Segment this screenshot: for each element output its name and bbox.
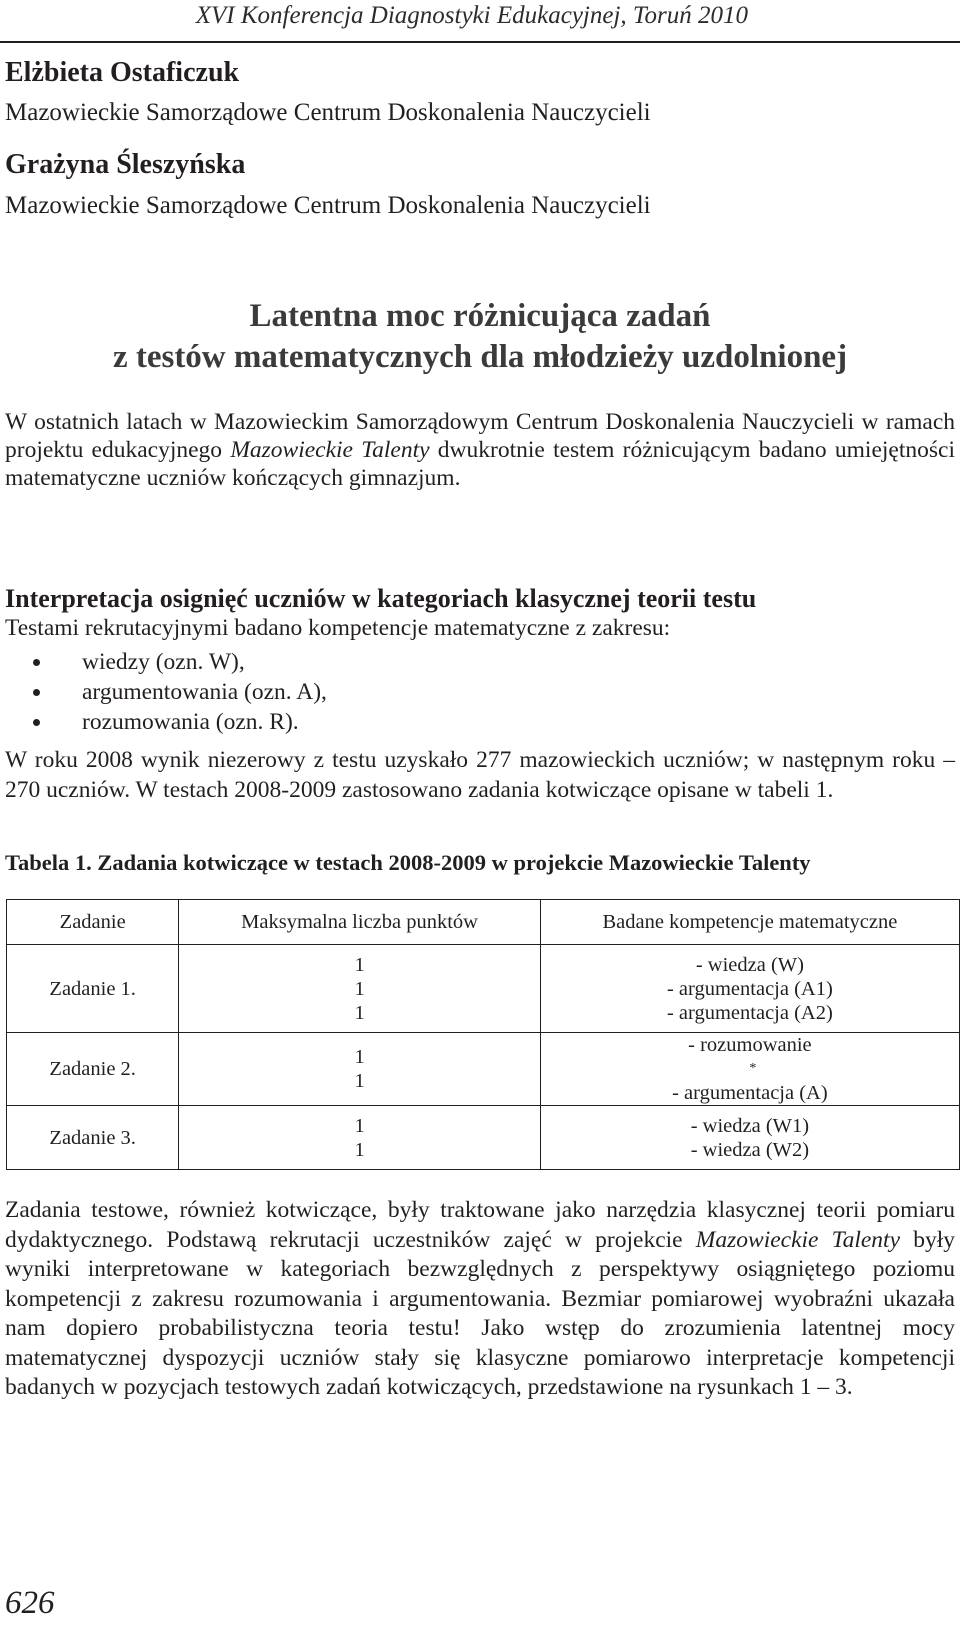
competence-value: - argumentacja (A1) <box>666 977 833 1000</box>
final-text-start: Zadania testowe, również kotwiczące, były traktowane jako narzędzia klasycznej teorii pomiaru dydaktycznego. Podstawą rekrutacji uczestników zajęć w projekcie <box>5 1197 955 1253</box>
competences-cell <box>540 1033 959 1106</box>
task-cell: Zadanie 2. <box>7 1033 179 1106</box>
title-line-2: z testów matematycznych dla młodzieży uzdolnionej <box>112 339 848 375</box>
running-head: XVI Konferencja Diagnostyki Edukacyjnej, Toruń 2010 <box>195 2 748 29</box>
footnote-asterisk: * <box>749 1061 757 1076</box>
column-header-task: Zadanie <box>7 900 179 945</box>
author-name-1: Elżbieta Ostaficzuk <box>5 57 240 88</box>
bullet-icon <box>33 659 40 666</box>
competence-value: - wiedza (W) <box>695 953 804 976</box>
final-paragraph <box>5 1196 955 1403</box>
title-line-1: Latentna moc różnicująca zadań <box>249 298 711 334</box>
table-caption: Tabela 1. Zadania kotwiczące w testach 2008-2009 w projekcie Mazowieckie Talenty <box>5 850 811 875</box>
competence-text: - rozumowanie <box>688 1034 812 1056</box>
column-header-competences: Badane kompetencje matematyczne <box>540 900 959 945</box>
page-number: 626 <box>5 1585 55 1621</box>
intro-text-start: W ostatnich latach w Mazowieckim Samorządowym Centrum Doskonalenia Nauczycieli w ramach projektu edukacyjnego <box>5 409 955 463</box>
points-value: 1 <box>354 1070 365 1092</box>
list-item-text: rozumowania (ozn. R). <box>82 709 299 735</box>
author-affiliation-1: Mazowieckie Samorządowe Centrum Doskonalenia Nauczycieli <box>5 99 651 126</box>
points-cell <box>179 945 540 1033</box>
intro-paragraph <box>5 408 955 492</box>
competence-value: - argumentacja (A2) <box>666 1001 833 1024</box>
table-row <box>7 1106 960 1170</box>
author-name-2: Grażyna Śleszyńska <box>5 149 246 180</box>
competence-list <box>0 647 327 737</box>
final-project-name: Mazowieckie Talenty <box>695 1226 901 1253</box>
table-header-row <box>7 900 960 945</box>
results-paragraph: W roku 2008 wynik niezerowy z testu uzyskało 277 mazowieckich uczniów; w następnym roku – 270 uczniów. W testach 2008-2009 zastosowano zadania kotwiczące opisane w tabeli 1. <box>5 747 955 803</box>
task-cell: Zadanie 3. <box>7 1106 179 1170</box>
intro-project-name: Mazowieckie Talenty <box>230 437 430 463</box>
column-header-points: Maksymalna liczba punktów <box>179 900 540 945</box>
author-affiliation-2: Mazowieckie Samorządowe Centrum Doskonalenia Nauczycieli <box>5 192 651 219</box>
list-item-text: wiedzy (ozn. W), <box>82 649 245 675</box>
competence-intro: Testami rekrutacyjnymi badano kompetencje matematyczne z zakresu: <box>5 615 671 641</box>
points-value: 1 <box>354 1114 365 1137</box>
competences-cell <box>540 1106 959 1170</box>
intro-text-end: dwukrotnie testem różnicującym badano umiejętności matematyczne uczniów kończących gimnazjum. <box>5 437 955 491</box>
header-rule <box>0 41 960 43</box>
table-row <box>7 1033 960 1106</box>
paper-title <box>0 296 960 378</box>
points-cell <box>179 1106 540 1170</box>
competence-value: - wiedza (W2) <box>690 1138 810 1161</box>
final-text-end: były wyniki interpretowane w kategoriach bezwzględnych z perspektywy osiągniętego poziomu kompetencji z zakresu rozumowania i argumentowania. Bezmiar pomiarowej wyobraźni ukazała nam dopiero probabilistyczna teoria testu! Jako wstęp do zrozumienia latentnej mocy matematycznej dyspozycji uczniów stały się klasyczne pomiarowo interpretacje kompetencji badanych w pozycjach testowych zadań kotwiczących, przedstawione na rysunkach 1 – 3. <box>5 1226 956 1400</box>
points-value: 1 <box>354 1001 365 1024</box>
list-item <box>0 707 327 737</box>
list-item-text: argumentowania (ozn. A), <box>82 679 327 705</box>
points-value: 1 <box>354 1046 365 1068</box>
list-item <box>0 647 327 677</box>
points-value: 1 <box>354 977 365 1000</box>
competences-cell <box>540 945 959 1033</box>
bullet-icon <box>33 719 40 726</box>
points-cell <box>179 1033 540 1106</box>
competence-value: - argumentacja (A) <box>672 1082 828 1104</box>
task-cell: Zadanie 1. <box>7 945 179 1033</box>
list-item <box>0 677 327 707</box>
table-row <box>7 945 960 1033</box>
bullet-icon <box>33 689 40 696</box>
points-value: 1 <box>354 953 365 976</box>
points-value: 1 <box>354 1138 365 1161</box>
section-heading: Interpretacja osignięć uczniów w kategoriach klasycznej teorii testu <box>5 584 757 613</box>
anchor-tasks-table <box>6 899 960 1170</box>
competence-value: - wiedza (W1) <box>690 1114 810 1137</box>
competence-value <box>541 1033 959 1081</box>
